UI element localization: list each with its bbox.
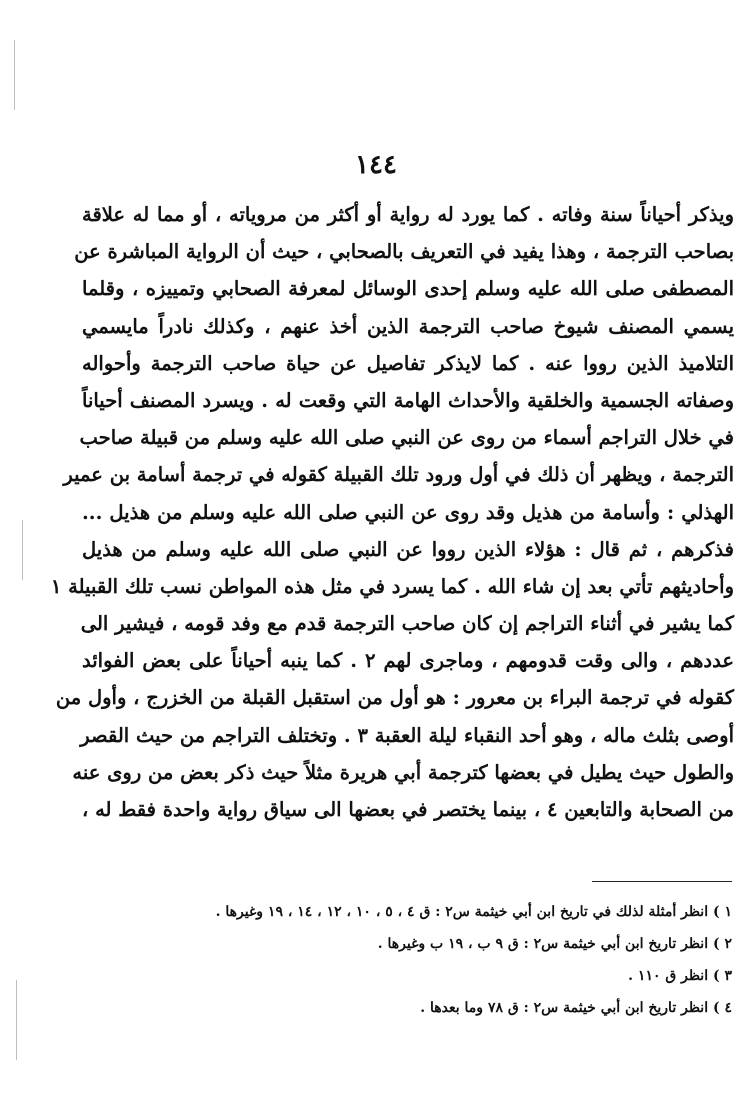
body-line: كما يشير في أثناء التراجم إن كان صاحب الترجمة قدم مع وفد قومه ، فيشير الى — [80, 612, 734, 636]
body-line: من الصحابة والتابعين ٤ ، بينما يختصر في بعضها الى سياق رواية واحدة فقط له ، — [82, 798, 735, 821]
body-line: وأحاديثهم تأتي بعد إن شاء الله . كما يسرد في مثل هذه المواطن نسب تلك القبيلة ١ — [50, 574, 734, 598]
page-number: ١٤٤ — [355, 150, 397, 180]
body-line: والطول حيث يطيل في بعضها كترجمة أبي هريرة مثلاً حيث ذكر بعض من روى عنه — [72, 760, 734, 784]
body-line: يسمي المصنف شيوخ صاحب الترجمة الذين أخذ عنهم ، وكذلك نادراً مايسمي — [82, 314, 734, 338]
body-line: ويذكر أحياناً سنة وفاته . كما يورد له رواية أو أكثر من مروياته ، أو مما له علاقة — [82, 203, 734, 226]
footnote-item: ٣ ) انظر ق ١١٠ . — [628, 968, 732, 984]
footnote-item: ١ ) انظر أمثلة لذلك في تاريخ ابن أبي خيثمة س٢ : ق ٤ ، ٥ ، ١٠ ، ١٢ ، ١٤ ، ١٩ وغيرها . — [215, 904, 732, 920]
body-line: عددهم ، والى وقت قدومهم ، وماجرى لهم ٢ . كما ينبه أحياناً على بعض الفوائد — [82, 649, 734, 673]
body-line: المصطفى صلى الله عليه وسلم إحدى الوسائل لمعرفة الصحابي وتمييزه ، وقلما — [82, 277, 734, 301]
scan-margin-mark — [14, 40, 15, 110]
footnotes — [60, 896, 732, 1024]
body-line: الهذلي : وأسامة من هذيل وقد روى عن النبي صلى الله عليه وسلم من هذيل ... — [82, 500, 734, 524]
body-line: الترجمة ، ويظهر أن ذلك في أول ورود تلك القبيلة كقوله في ترجمة أسامة بن عمير — [63, 463, 734, 487]
body-text — [50, 196, 735, 828]
body-line: أوصى بثلث ماله ، وهو أحد النقباء ليلة العقبة ٣ . وتختلف التراجم من حيث القصر — [80, 723, 734, 747]
scan-margin-mark — [22, 520, 23, 580]
body-line: بصاحب الترجمة ، وهذا يفيد في التعريف بالصحابي ، حيث أن الرواية المباشرة عن — [74, 240, 734, 264]
body-line: وصفاته الجسمية والخلقية والأحداث الهامة التي وقعت له . ويسرد المصنف أحياناً — [82, 388, 734, 412]
scan-margin-mark — [16, 980, 17, 1060]
body-line: التلاميذ الذين رووا عنه . كما لايذكر تفاصيل عن حياة صاحب الترجمة وأحواله — [82, 351, 734, 375]
footnote-item: ٤ ) انظر تاريخ ابن أبي خيثمة س٢ : ق ٧٨ وما بعدها . — [420, 1000, 732, 1016]
footnote-item: ٢ ) انظر تاريخ ابن أبي خيثمة س٢ : ق ٩ ب ، ١٩ ب وغيرها . — [377, 936, 732, 952]
body-line: فذكرهم ، ثم قال : هؤلاء الذين رووا عن النبي صلى الله عليه وسلم من هذيل — [82, 537, 734, 561]
footnote-divider — [592, 881, 732, 882]
body-line: في خلال التراجم أسماء من روى عن النبي صلى الله عليه وسلم من قبيلة صاحب — [79, 426, 734, 450]
body-line: كقوله في ترجمة البراء بن معرور : هو أول من استقبل القبلة من الخزرج ، وأول من — [55, 686, 734, 710]
